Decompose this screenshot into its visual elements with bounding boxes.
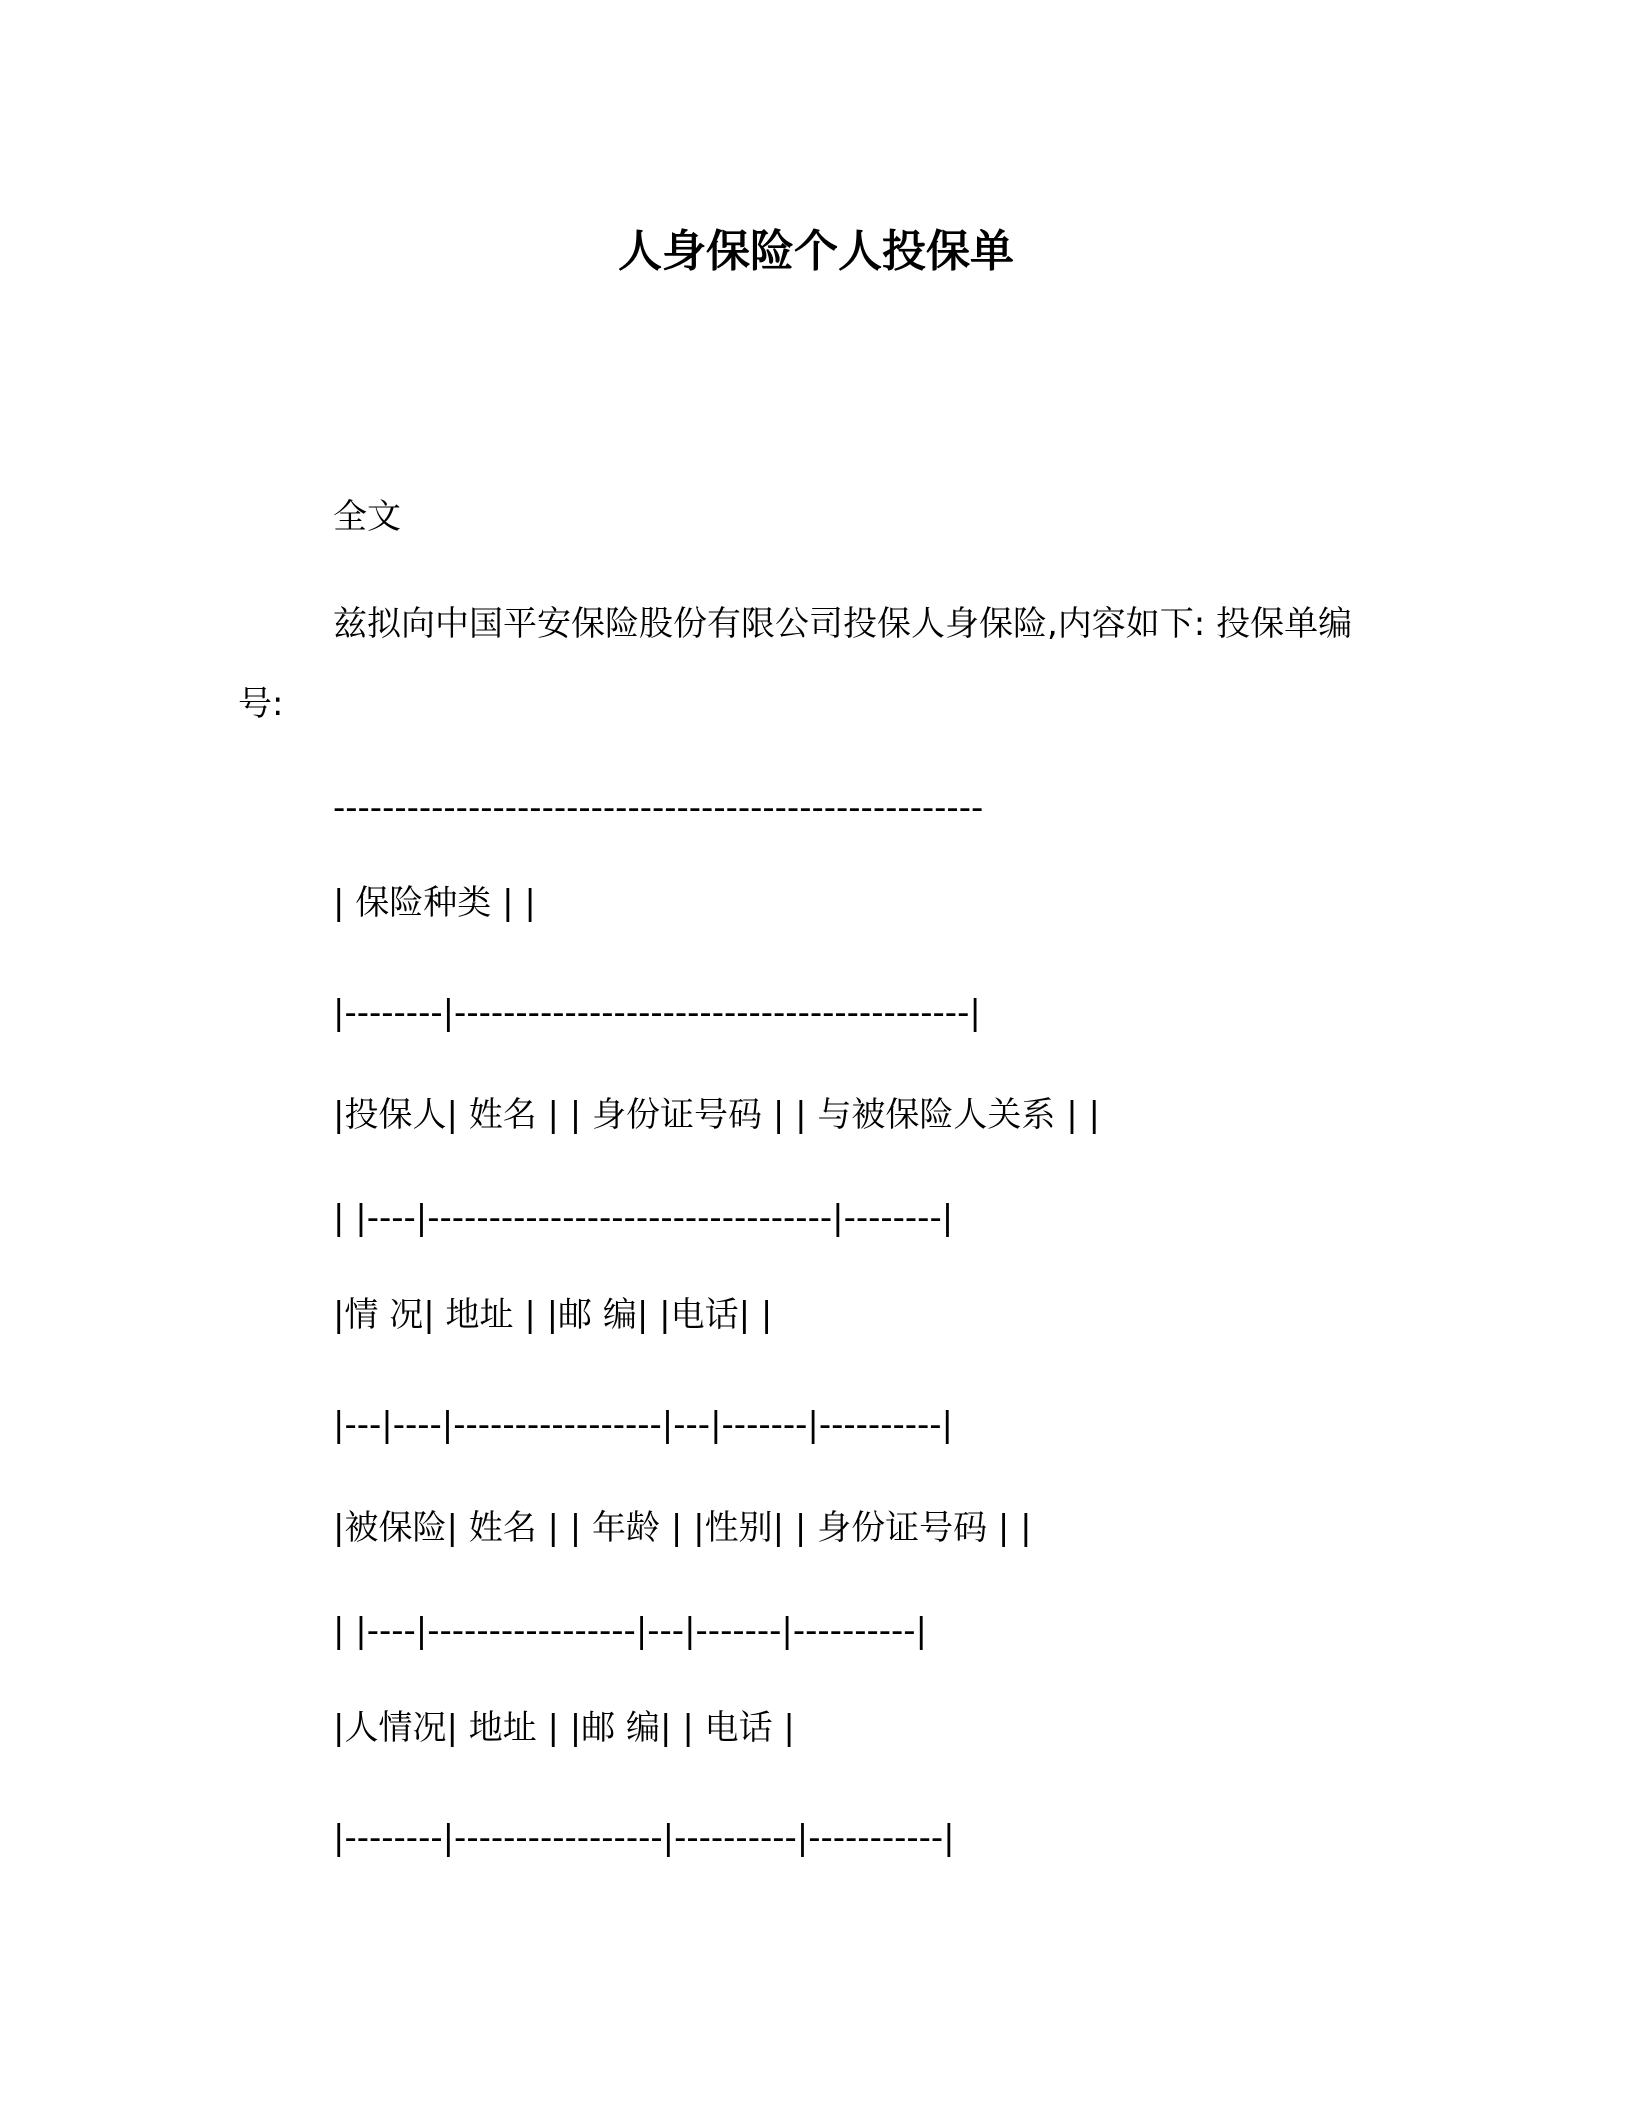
table-line: | |----|-----------------|---|-------|----------| <box>333 1611 928 1651</box>
table-line: |人情况| 地址 | |邮 编| | 电话 | <box>333 1708 795 1748</box>
intro-paragraph: 兹拟向中国平安保险股份有限公司投保人身保险,内容如下: 投保单编号: <box>238 604 1353 724</box>
section-heading: 全文 <box>333 497 401 537</box>
table-line: | |----|---------------------------------|--------| <box>333 1198 954 1238</box>
table-line: |投保人| 姓名 | | 身份证号码 | | 与被保险人关系 | | <box>333 1095 1100 1135</box>
table-line: |--------|------------------------------------------| <box>333 993 981 1033</box>
table-line: ----------------------------------------------------- <box>333 788 984 828</box>
table-line: |---|----|-----------------|---|-------|----------| <box>333 1405 954 1445</box>
table-line: |被保险| 姓名 | | 年龄 | |性别| | 身份证号码 | | <box>333 1508 1032 1548</box>
document-title: 人身保险个人投保单 <box>618 226 1014 277</box>
table-line: | 保险种类 | | <box>333 883 536 923</box>
table-line: |情 况| 地址 | |邮 编| |电话| | <box>333 1295 773 1335</box>
table-line: |--------|-----------------|----------|-----------| <box>333 1818 955 1858</box>
